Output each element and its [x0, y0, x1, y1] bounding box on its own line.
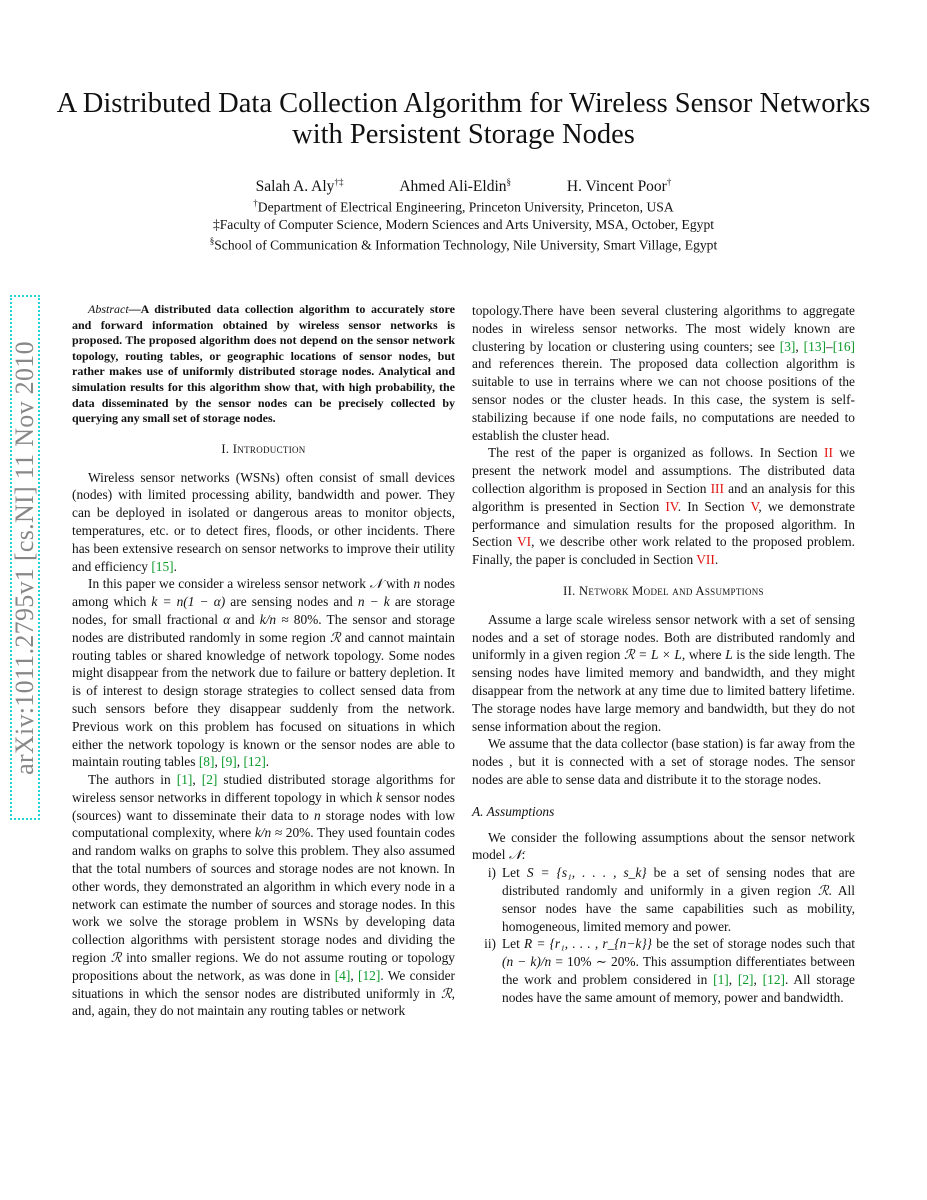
affiliation-text: Department of Electrical Engineering, Princeton University, Princeton, USA — [257, 199, 674, 215]
author — [399, 178, 511, 195]
text-run: , — [214, 754, 222, 770]
affiliation-text: School of Communication & Information Technology, Nile University, Smart Village, Egypt — [214, 237, 718, 253]
math-expression: 𝒩 — [508, 847, 522, 863]
section-link[interactable]: IV — [665, 498, 678, 514]
text-run: – — [825, 338, 833, 354]
right-column-body — [472, 302, 855, 1006]
text-run: Let — [502, 865, 527, 881]
abstract-label: Abstract — [88, 302, 129, 316]
math-expression: ℛ = L × L — [623, 647, 682, 663]
math-expression: ℛ — [817, 882, 829, 898]
text-run: . All sensor nodes have the same capabilities such as mobility, homogeneous, limited memory and power. — [502, 882, 855, 934]
citation-link[interactable]: [1] — [176, 772, 193, 788]
author-name: H. Vincent Poor — [566, 178, 667, 196]
math-expression: k/n ≈ — [259, 611, 289, 627]
citation-link[interactable]: [15] — [151, 558, 174, 574]
text-run: and references therein. The proposed data collection algorithm is suitable to use in terrains where we can not choose positions of the sensor nodes or the cluster heads. In this case, the system is self-stabilizing because if one node fails, no computations are needed to establish the cluster head. — [472, 356, 855, 443]
citation-link[interactable]: [1] — [713, 971, 729, 987]
text-run: We consider the following assumptions about the sensor network model — [472, 829, 855, 863]
paragraph — [472, 735, 855, 788]
section-link[interactable]: V — [750, 498, 759, 514]
paper-title: A Distributed Data Collection Algorithm for Wireless Sensor Networks with Persistent Storage Nodes — [56, 88, 871, 150]
text-run: = 10% ∼ 20%. This assumption differentiates between the work and problem considered in — [502, 954, 855, 987]
text-run: sensor nodes (sources) want to disseminate their data to — [72, 789, 455, 823]
citation-link[interactable]: [9] — [221, 754, 237, 770]
math-expression: R = {r₁, . . . , r_{n−k}} — [524, 936, 653, 952]
author-list — [40, 177, 887, 196]
affiliation — [40, 236, 887, 254]
text-run: . — [173, 558, 177, 574]
citation-link[interactable]: [13] — [803, 338, 826, 354]
section-heading: II. Network Model and Assumptions — [563, 583, 764, 598]
text-run: . — [265, 754, 270, 770]
citation-link[interactable]: [12] — [358, 967, 381, 983]
text-run: 80%. The sensor and storage nodes are distributed randomly in some region — [72, 611, 456, 645]
text-run: 20%. They used fountain codes and random walks on graphs to solve this problem. They also assumed that the total numbers of sources and storage nodes are not known. In other words, they demonstrated an algorithm in which every node in a network can estimate the number of sources and storage nodes. In this work we solve the storage problem in WSNs by developing data collection algorithms with persistent storage nodes and dividing the region — [72, 825, 455, 966]
paragraph — [72, 469, 455, 576]
text-run: be the set of storage nodes such that — [652, 936, 855, 952]
text-run: . All storage nodes have the same amount of memory, power and bandwidth. — [502, 971, 855, 1005]
affiliation — [40, 198, 887, 216]
text-run: The rest of the paper is organized as follows. In Section — [488, 445, 824, 461]
math-expression: n — [313, 807, 321, 823]
text-run: storage nodes with low computational complexity, where — [72, 807, 455, 841]
citation-link[interactable]: [3] — [779, 338, 796, 354]
author-mark: § — [506, 177, 512, 187]
text-run: into smaller regions. We do not assume routing or topology propositions about the network, as was done in — [72, 950, 455, 983]
math-expression: n − k — [357, 594, 390, 610]
text-run: , and, again, they do not maintain any routing tables or network — [72, 985, 455, 1019]
text-run: , — [192, 772, 202, 788]
affiliation-text: ‡Faculty of Computer Science, Modern Sciences and Arts University, MSA, October, Egypt — [212, 217, 715, 232]
text-run: , we describe other work related to the proposed problem. Finally, the paper is concluded in Section — [472, 534, 855, 568]
text-run: . In Section — [677, 498, 751, 514]
author-name: Salah A. Aly — [255, 178, 335, 196]
section-link[interactable]: VI — [516, 534, 532, 550]
text-run: , — [728, 971, 738, 987]
text-run: We assume that the data collector (base station) is far away from the nodes , but it is connected with a set of storage nodes. The sensor nodes are able to sense data and distribute it to the storage nodes. — [472, 736, 855, 787]
section-heading: I. Introduction — [221, 441, 306, 456]
text-run: , — [795, 338, 804, 354]
math-expression: L — [725, 647, 733, 663]
arxiv-stamp-text: arXiv:1011.2795v1 [cs.NI] 11 Nov 2010 — [10, 340, 39, 775]
section-link[interactable]: III — [710, 480, 724, 496]
affiliation-mark: † — [253, 198, 258, 208]
math-expression: 𝒩 — [369, 576, 383, 592]
text-run: , we demonstrate performance and simulation results for the proposed algorithm. In Section — [472, 498, 855, 550]
math-expression: k = n(1 − α) — [151, 594, 226, 610]
text-run: and — [230, 611, 260, 627]
section-link[interactable]: VII — [696, 552, 715, 568]
arxiv-stamp-link[interactable] — [10, 295, 40, 820]
citation-link[interactable]: [12] — [762, 971, 785, 987]
text-run: nodes among which — [72, 576, 455, 610]
math-expression: (n − k)/n — [502, 954, 552, 970]
section-link[interactable]: II — [824, 445, 833, 461]
math-expression: ℛ — [110, 950, 122, 966]
subsection-heading: A. Assumptions — [472, 803, 555, 819]
paragraph — [472, 444, 855, 569]
text-run: In this paper we consider a wireless sensor network — [88, 576, 370, 592]
text-run: we present the network model and assumptions. The distributed data collection algorithm is proposed in Section — [472, 445, 856, 496]
affiliation-mark: § — [209, 236, 215, 246]
author — [567, 178, 671, 195]
text-run: Wireless sensor networks (WSNs) often consist of small devices (nodes) with limited processing ability, bandwidth and power. They can be deployed in isolated or dangerous areas to monitor objects, temperatures, etc. or to detect fires, floods, or other incidents. There has been extensive research on sensor networks to improve their utility and efficiency — [72, 469, 455, 574]
paragraph — [72, 575, 455, 771]
list-number: ii) — [484, 936, 496, 952]
text-run: topology.There have been several clustering algorithms to aggregate nodes in wireless sensor networks. The most widely known are clustering by location or clustering using counters; see — [472, 303, 855, 354]
abstract-text: —A distributed data collection algorithm to accurately store and forward information obtained by wireless sensor networks is proposed. The proposed algorithm does not depend on the sensor network topology, routing tables, or geographic locations of sensor nodes, but rather makes use of uniformly distributed storage nodes. Analytical and simulation results for this algorithm show that, with high probability, the data disseminated by the sensor nodes can be precisely collected by querying any small set of storage nodes. — [72, 302, 455, 426]
citation-link[interactable]: [2] — [201, 772, 218, 788]
math-expression: k/n ≈ — [254, 825, 283, 841]
text-run: and cannot maintain routing tables or shared knowledge of network topology. Some nodes might disappear from the network due to failure or battery depletion. It is of interest to design storage strategies to collect sensed data from such sensors before they disappear suddenly from the network. Previous work on this problem has focused on situations in which either the network topology is known or the sensor nodes are able to maintain routing tables — [72, 629, 455, 770]
text-run: , — [350, 967, 358, 983]
author-mark: † — [666, 177, 672, 187]
text-run: . — [714, 552, 719, 568]
text-run: : — [521, 847, 526, 863]
list-number: i) — [487, 865, 496, 881]
text-run: . We consider situations in which the sensor nodes are distributed uniformly in — [72, 967, 455, 1001]
text-run: and an analysis for this algorithm is presented in Section — [472, 480, 855, 514]
paragraph — [472, 302, 855, 444]
left-column — [72, 302, 455, 1020]
text-run: with — [382, 576, 414, 592]
text-run: Let — [502, 936, 525, 952]
paragraph — [72, 771, 455, 1020]
citation-link[interactable]: [16] — [832, 338, 855, 354]
text-run: studied distributed storage algorithms for wireless sensor networks in different topology in which — [72, 772, 455, 805]
math-expression: α — [223, 611, 231, 627]
text-run: The authors in — [88, 772, 177, 788]
author — [256, 178, 344, 195]
math-expression: ℛ — [440, 985, 452, 1001]
right-column — [472, 302, 855, 1006]
affiliation — [40, 217, 887, 233]
text-run: be a set of sensing nodes that are distributed randomly and uniformly in a given region — [502, 865, 855, 898]
text-run: Assume a large scale wireless sensor network with a set of sensing nodes and a set of storage nodes. Both are distributed randomly and uniformly in a given region — [472, 611, 855, 663]
text-run: is the side length. The sensing nodes have limited memory and bandwidth, and they might disappear from the network at any time due to limited battery lifetime. The storage nodes have large memory and bandwidth, but they do not sense information about the region. — [472, 647, 855, 734]
text-run: , — [753, 971, 763, 987]
paragraph — [472, 829, 855, 865]
abstract — [72, 302, 455, 427]
math-expression: k — [376, 789, 383, 805]
author-mark: †‡ — [334, 177, 344, 187]
assumption-list — [472, 864, 855, 1006]
text-run: are storage nodes, for small fractional — [72, 594, 455, 627]
citation-link[interactable]: [8] — [198, 754, 215, 770]
text-run: , — [236, 754, 244, 770]
author-name: Ahmed Ali-Eldin — [399, 178, 507, 196]
list-item — [472, 864, 855, 935]
math-expression: ℛ — [330, 629, 341, 645]
text-run: are sensing nodes and — [225, 594, 358, 610]
math-expression: n — [413, 576, 421, 592]
list-item — [472, 935, 855, 1006]
left-column-body — [72, 441, 455, 1021]
citation-link[interactable]: [4] — [334, 967, 351, 983]
paragraph — [472, 611, 855, 736]
citation-link[interactable]: [12] — [243, 754, 266, 770]
text-run: , where — [681, 647, 726, 663]
citation-link[interactable]: [2] — [737, 971, 754, 987]
math-expression: S = {s₁, . . . , s_k} — [526, 865, 647, 881]
